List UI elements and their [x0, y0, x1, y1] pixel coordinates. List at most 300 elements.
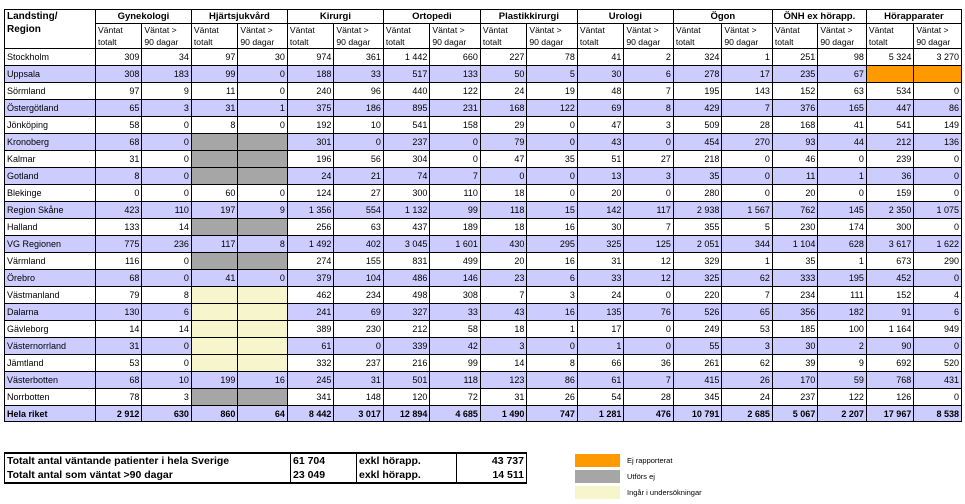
table-cell: 59 [818, 372, 867, 389]
table-cell: 14 [95, 321, 141, 338]
table-row [5, 372, 962, 389]
subheader-waited-over-90: 90 dagar [624, 36, 674, 49]
table-cell: 24 [722, 389, 773, 406]
table-cell: 7 [480, 287, 526, 304]
table-cell: 308 [95, 66, 141, 83]
table-cell: 69 [334, 304, 384, 321]
table-cell: 35 [673, 168, 722, 185]
table-row [5, 151, 962, 168]
table-cell: 18 [480, 185, 526, 202]
subheader-waited-total: totalt [772, 36, 817, 49]
summary-excl-value: 43 737 [457, 453, 527, 468]
table-cell: 158 [430, 117, 481, 134]
specialty-header: Ortopedi [383, 10, 480, 24]
table-cell: 308 [430, 287, 481, 304]
table-cell: 245 [287, 372, 333, 389]
table-row [5, 287, 962, 304]
table-cell: 389 [287, 321, 333, 338]
table-cell: 27 [334, 185, 384, 202]
table-cell: 2 350 [866, 202, 913, 219]
table-cell: 125 [624, 236, 674, 253]
table-cell: 53 [722, 321, 773, 338]
table-cell: 7 [722, 287, 773, 304]
region-name: Östergötland [5, 100, 96, 117]
table-cell: 673 [866, 253, 913, 270]
table-cell: 117 [191, 236, 237, 253]
table-cell: 133 [430, 66, 481, 83]
table-cell: 440 [383, 83, 429, 100]
table-cell: 5 [527, 66, 578, 83]
subheader-waited-over-90: 90 dagar [430, 36, 481, 49]
table-cell: 376 [772, 100, 817, 117]
table-cell: 149 [914, 117, 962, 134]
table-cell: 0 [238, 270, 288, 287]
table-row [5, 389, 962, 406]
table-row [5, 100, 962, 117]
region-header-line1: Landsting/ [7, 11, 58, 22]
table-cell: 30 [772, 338, 817, 355]
table-cell: 98 [818, 49, 867, 66]
total-cell: 1 490 [480, 406, 526, 422]
table-cell: 1 [818, 253, 867, 270]
table-cell: 499 [430, 253, 481, 270]
table-cell: 325 [673, 270, 722, 287]
table-cell: 0 [142, 338, 192, 355]
table-cell: 236 [142, 236, 192, 253]
table-cell: 304 [383, 151, 429, 168]
table-cell: 290 [914, 253, 962, 270]
total-cell: 1 281 [577, 406, 623, 422]
table-cell: 237 [334, 355, 384, 372]
table-cell: 12 [624, 253, 674, 270]
table-cell: 520 [914, 355, 962, 372]
table-cell: 14 [480, 355, 526, 372]
table-cell [238, 134, 288, 151]
header-row-specialties [5, 10, 962, 24]
region-name: VG Regionen [5, 236, 96, 253]
table-cell: 24 [577, 287, 623, 304]
table-cell: 216 [383, 355, 429, 372]
region-name: Halland [5, 219, 96, 236]
table-cell: 44 [818, 134, 867, 151]
table-cell: 554 [334, 202, 384, 219]
table-cell: 0 [722, 168, 773, 185]
table-cell: 0 [914, 185, 962, 202]
table-cell: 8 [191, 117, 237, 134]
table-row [5, 202, 962, 219]
table-cell: 10 [142, 372, 192, 389]
table-cell [238, 287, 288, 304]
table-cell: 33 [430, 304, 481, 321]
table-row [5, 66, 962, 83]
table-cell: 212 [866, 134, 913, 151]
subheader-waited-total: Väntat [287, 24, 333, 37]
table-cell: 454 [673, 134, 722, 151]
table-cell: 20 [577, 185, 623, 202]
table-cell: 241 [287, 304, 333, 321]
table-cell: 240 [287, 83, 333, 100]
table-cell: 0 [142, 270, 192, 287]
specialty-header: Plastikkirurgi [480, 10, 577, 24]
table-cell: 54 [577, 389, 623, 406]
table-cell: 117 [624, 202, 674, 219]
subheader-waited-total: totalt [383, 36, 429, 49]
summary-label: Totalt antal väntande patienter i hela Sverige [5, 453, 291, 468]
subheader-waited-total: totalt [577, 36, 623, 49]
region-name: Gävleborg [5, 321, 96, 338]
table-cell: 402 [334, 236, 384, 253]
table-cell: 76 [624, 304, 674, 321]
table-cell: 118 [480, 202, 526, 219]
table-cell: 24 [287, 168, 333, 185]
table-row [5, 49, 962, 66]
table-cell: 28 [624, 389, 674, 406]
table-cell: 227 [480, 49, 526, 66]
table-cell: 2 051 [673, 236, 722, 253]
table-row [5, 134, 962, 151]
table-cell: 775 [95, 236, 141, 253]
table-row [5, 117, 962, 134]
table-cell: 58 [430, 321, 481, 338]
table-cell: 462 [287, 287, 333, 304]
table-cell: 270 [722, 134, 773, 151]
specialty-header: Hörapparater [866, 10, 961, 24]
table-cell: 2 [818, 338, 867, 355]
table-cell: 197 [191, 202, 237, 219]
table-cell [238, 304, 288, 321]
table-cell: 0 [527, 185, 578, 202]
table-cell: 261 [673, 355, 722, 372]
table-cell: 486 [383, 270, 429, 287]
table-cell: 36 [624, 355, 674, 372]
table-cell: 14 [142, 321, 192, 338]
table-cell: 78 [95, 389, 141, 406]
region-header [5, 10, 96, 49]
table-cell: 42 [430, 338, 481, 355]
table-cell: 124 [287, 185, 333, 202]
table-cell: 17 [722, 66, 773, 83]
legend-label: Ingår i undersökningar [627, 487, 702, 497]
specialty-header: Urologi [577, 10, 673, 24]
table-cell: 41 [577, 49, 623, 66]
region-name: Sörmland [5, 83, 96, 100]
table-cell: 339 [383, 338, 429, 355]
table-cell: 148 [334, 389, 384, 406]
summary-row-total [5, 453, 527, 468]
table-cell: 195 [673, 83, 722, 100]
specialty-header: Hjärtsjukvård [191, 10, 287, 24]
subheader-waited-over-90: Väntat > [142, 24, 192, 37]
region-name: Jönköping [5, 117, 96, 134]
table-cell: 188 [287, 66, 333, 83]
table-cell: 31 [334, 372, 384, 389]
table-cell: 762 [772, 202, 817, 219]
table-cell: 0 [914, 219, 962, 236]
table-cell: 20 [480, 253, 526, 270]
table-cell: 33 [334, 66, 384, 83]
table-cell: 0 [914, 270, 962, 287]
table-cell: 100 [818, 321, 867, 338]
subheader-waited-over-90: 90 dagar [238, 36, 288, 49]
table-cell: 91 [866, 304, 913, 321]
table-cell: 541 [383, 117, 429, 134]
table-cell: 7 [624, 219, 674, 236]
table-cell: 63 [818, 83, 867, 100]
table-cell: 63 [334, 219, 384, 236]
table-cell: 0 [334, 338, 384, 355]
subheader-waited-total: totalt [95, 36, 141, 49]
table-cell: 1 164 [866, 321, 913, 338]
table-cell: 31 [577, 253, 623, 270]
region-name: Gotland [5, 168, 96, 185]
table-cell: 325 [577, 236, 623, 253]
table-cell: 1 [722, 49, 773, 66]
table-cell: 46 [772, 151, 817, 168]
table-cell: 0 [430, 151, 481, 168]
table-cell: 431 [914, 372, 962, 389]
region-name: Västernorrland [5, 338, 96, 355]
subheader-waited-over-90: Väntat > [722, 24, 773, 37]
table-cell: 9 [818, 355, 867, 372]
summary-label: Totalt antal som väntat >90 dagar [5, 468, 291, 483]
table-cell: 274 [287, 253, 333, 270]
table-cell: 61 [287, 338, 333, 355]
table-cell: 65 [95, 100, 141, 117]
table-cell: 3 617 [866, 236, 913, 253]
table-cell: 165 [818, 100, 867, 117]
table-row [5, 338, 962, 355]
table-cell: 34 [142, 49, 192, 66]
table-cell: 78 [527, 49, 578, 66]
table-row [5, 270, 962, 287]
table-cell: 0 [95, 185, 141, 202]
table-cell: 96 [334, 83, 384, 100]
table-cell: 235 [772, 66, 817, 83]
table-cell: 452 [866, 270, 913, 287]
table-cell: 159 [866, 185, 913, 202]
table-cell [191, 287, 237, 304]
table-row [5, 253, 962, 270]
table-cell: 97 [95, 83, 141, 100]
subheader-waited-over-90: 90 dagar [722, 36, 773, 49]
table-cell: 47 [577, 117, 623, 134]
table-cell: 195 [818, 270, 867, 287]
table-cell: 0 [238, 83, 288, 100]
table-cell: 0 [722, 151, 773, 168]
table-cell: 99 [430, 355, 481, 372]
table-cell: 0 [527, 168, 578, 185]
region-name: Jämtland [5, 355, 96, 372]
table-cell: 1 132 [383, 202, 429, 219]
table-cell: 155 [334, 253, 384, 270]
region-name: Västmanland [5, 287, 96, 304]
table-cell: 1 601 [430, 236, 481, 253]
summary-row-over-90 [5, 468, 527, 483]
table-cell: 447 [866, 100, 913, 117]
table-cell: 501 [383, 372, 429, 389]
table-cell: 23 [480, 270, 526, 287]
table-cell: 278 [673, 66, 722, 83]
table-cell [866, 66, 913, 83]
table-cell: 0 [722, 185, 773, 202]
table-cell: 104 [334, 270, 384, 287]
table-cell: 7 [722, 100, 773, 117]
table-cell: 324 [673, 49, 722, 66]
table-cell: 50 [480, 66, 526, 83]
table-cell: 56 [334, 151, 384, 168]
table-cell [191, 168, 237, 185]
table-cell: 174 [818, 219, 867, 236]
table-cell: 28 [722, 117, 773, 134]
table-cell: 152 [866, 287, 913, 304]
subheader-waited-over-90: Väntat > [238, 24, 288, 37]
table-cell: 0 [430, 134, 481, 151]
table-cell: 220 [673, 287, 722, 304]
subheader-waited-total: Väntat [673, 24, 722, 37]
table-cell: 1 442 [383, 49, 429, 66]
specialty-header: Kirurgi [287, 10, 383, 24]
table-cell: 3 [142, 100, 192, 117]
subheader-waited-over-90: 90 dagar [818, 36, 867, 49]
table-cell: 126 [866, 389, 913, 406]
table-cell: 0 [624, 287, 674, 304]
table-cell: 234 [334, 287, 384, 304]
table-cell: 58 [95, 117, 141, 134]
table-cell: 0 [624, 321, 674, 338]
table-cell: 301 [287, 134, 333, 151]
subheader-waited-total: totalt [673, 36, 722, 49]
table-cell: 300 [383, 185, 429, 202]
table-cell: 14 [142, 219, 192, 236]
table-cell: 2 938 [673, 202, 722, 219]
table-cell: 86 [914, 100, 962, 117]
table-cell: 111 [818, 287, 867, 304]
region-name: Norrbotten [5, 389, 96, 406]
table-cell: 24 [480, 83, 526, 100]
table-cell: 11 [191, 83, 237, 100]
table-cell: 86 [527, 372, 578, 389]
table-cell: 182 [818, 304, 867, 321]
table-cell: 1 356 [287, 202, 333, 219]
table-cell: 295 [527, 236, 578, 253]
table-cell: 51 [577, 151, 623, 168]
table-cell: 0 [238, 185, 288, 202]
total-label: Hela riket [5, 406, 96, 422]
table-cell: 0 [624, 134, 674, 151]
total-cell: 8 442 [287, 406, 333, 422]
summary-value: 61 704 [291, 453, 357, 468]
legend-item-included [575, 484, 702, 500]
table-cell [191, 338, 237, 355]
table-cell: 93 [772, 134, 817, 151]
table-cell: 345 [673, 389, 722, 406]
table-cell: 0 [142, 253, 192, 270]
subheader-waited-total: Väntat [866, 24, 913, 37]
total-cell: 630 [142, 406, 192, 422]
table-cell: 239 [866, 151, 913, 168]
table-cell: 628 [818, 236, 867, 253]
table-cell: 333 [772, 270, 817, 287]
table-cell: 230 [334, 321, 384, 338]
table-cell: 16 [527, 253, 578, 270]
table-cell: 375 [287, 100, 333, 117]
table-cell: 249 [673, 321, 722, 338]
table-cell: 30 [577, 219, 623, 236]
table-cell [238, 253, 288, 270]
table-cell: 48 [577, 83, 623, 100]
table-cell: 6 [624, 66, 674, 83]
table-cell: 7 [430, 168, 481, 185]
region-name: Region Skåne [5, 202, 96, 219]
table-cell: 122 [430, 83, 481, 100]
legend-item-not-performed [575, 468, 702, 484]
table-cell: 218 [673, 151, 722, 168]
table-cell: 8 [527, 355, 578, 372]
table-cell: 90 [866, 338, 913, 355]
table-cell: 230 [772, 219, 817, 236]
table-cell: 3 [722, 338, 773, 355]
table-cell: 430 [480, 236, 526, 253]
table-cell: 135 [577, 304, 623, 321]
table-cell: 136 [914, 134, 962, 151]
table-cell: 0 [480, 168, 526, 185]
table-cell: 72 [430, 389, 481, 406]
table-cell: 41 [818, 117, 867, 134]
subheader-waited-over-90: 90 dagar [142, 36, 192, 49]
table-cell: 33 [577, 270, 623, 287]
table-cell: 8 [95, 168, 141, 185]
subheader-waited-over-90: 90 dagar [914, 36, 962, 49]
table-cell: 122 [818, 389, 867, 406]
table-cell: 31 [95, 151, 141, 168]
table-cell: 280 [673, 185, 722, 202]
table-cell: 15 [527, 202, 578, 219]
table-cell: 895 [383, 100, 429, 117]
table-cell: 341 [287, 389, 333, 406]
table-cell: 768 [866, 372, 913, 389]
table-cell: 329 [673, 253, 722, 270]
table-cell: 1 104 [772, 236, 817, 253]
subheader-waited-total: totalt [480, 36, 526, 49]
table-cell: 189 [430, 219, 481, 236]
table-cell [238, 168, 288, 185]
table-cell: 26 [722, 372, 773, 389]
table-cell: 355 [673, 219, 722, 236]
table-cell: 19 [527, 83, 578, 100]
table-cell: 11 [772, 168, 817, 185]
table-cell: 27 [624, 151, 674, 168]
table-cell: 1 567 [722, 202, 773, 219]
table-cell: 20 [772, 185, 817, 202]
table-cell: 168 [480, 100, 526, 117]
table-cell [191, 389, 237, 406]
table-cell: 30 [238, 49, 288, 66]
region-header-line2: Region [7, 24, 41, 35]
total-cell: 747 [527, 406, 578, 422]
table-cell: 31 [191, 100, 237, 117]
table-cell: 62 [722, 355, 773, 372]
table-cell: 1 [722, 253, 773, 270]
region-name: Kronoberg [5, 134, 96, 151]
total-cell: 476 [624, 406, 674, 422]
table-cell: 130 [95, 304, 141, 321]
table-cell: 99 [191, 66, 237, 83]
table-cell: 1 [238, 100, 288, 117]
region-name: Dalarna [5, 304, 96, 321]
table-cell: 0 [818, 185, 867, 202]
table-row [5, 168, 962, 185]
table-cell: 5 [722, 219, 773, 236]
